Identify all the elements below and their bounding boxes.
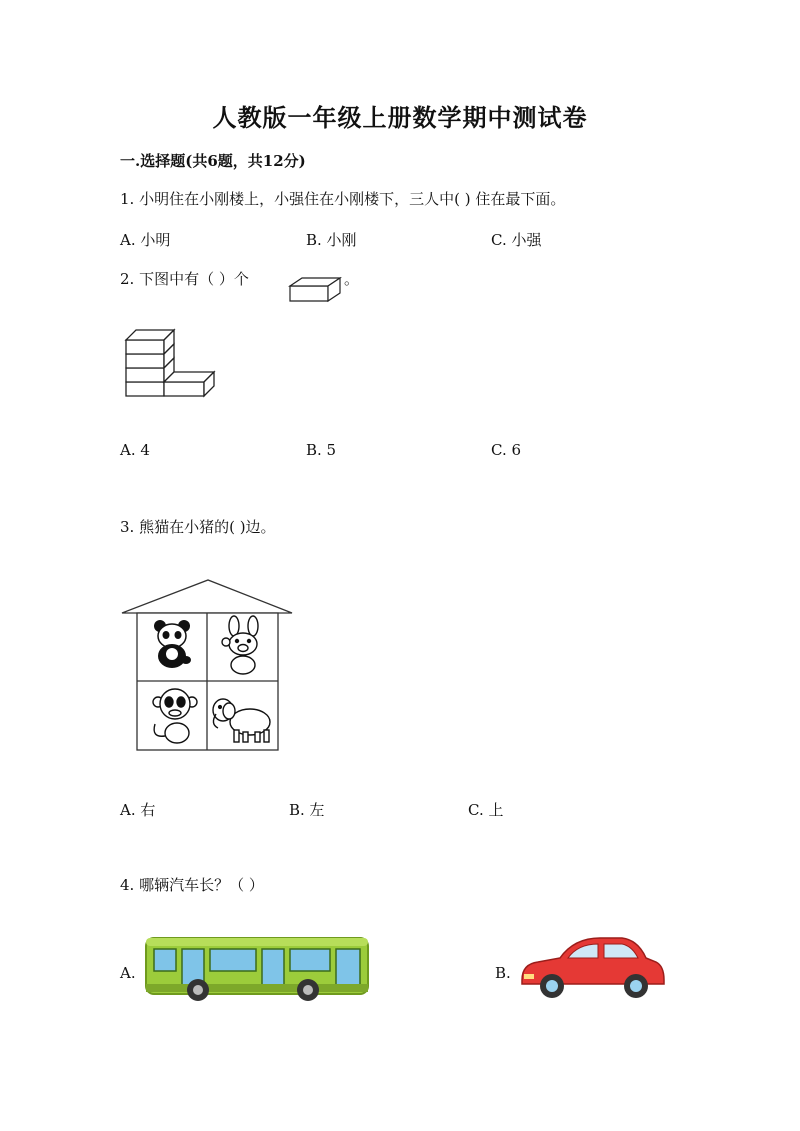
question-1-stem: 1. 小明住在小刚楼上，小强住在小刚楼下，三人中( ) 住在最下面。	[120, 190, 566, 208]
question-2-option-c[interactable]: C. 6	[491, 441, 522, 459]
question-2-stem-text: 2. 下图中有（ ）个	[120, 270, 249, 288]
question-1-option-b[interactable]: B. 小刚	[306, 231, 357, 249]
cuboid-icon	[288, 276, 344, 304]
question-2-stem	[120, 268, 249, 289]
car-icon[interactable]	[516, 934, 668, 1002]
question-4-option-a[interactable]: A.	[120, 964, 136, 982]
stacked-cuboids-figure	[124, 326, 219, 398]
question-4-stem: 4. 哪辆汽车长？（ ）	[120, 876, 264, 894]
question-1-option-c[interactable]: C. 小强	[491, 231, 542, 249]
question-2-stem-end: 。	[344, 270, 360, 288]
page-title: 人教版一年级上册数学期中测试卷	[212, 103, 588, 132]
question-3-option-a[interactable]: A. 右	[120, 801, 156, 819]
bus-icon[interactable]	[142, 934, 374, 1002]
animal-house-figure	[120, 578, 295, 754]
question-3-option-b[interactable]: B. 左	[289, 801, 325, 819]
question-4-option-b[interactable]: B.	[495, 964, 511, 982]
question-3-stem: 3. 熊猫在小猪的( )边。	[120, 518, 276, 536]
question-2-option-b[interactable]: B. 5	[306, 441, 337, 459]
section-heading: 一.选择题(共6题，共12分)	[120, 152, 306, 170]
question-2-option-a[interactable]: A. 4	[120, 441, 150, 459]
question-3-option-c[interactable]: C. 上	[468, 801, 504, 819]
question-1-option-a[interactable]: A. 小明	[120, 231, 171, 249]
